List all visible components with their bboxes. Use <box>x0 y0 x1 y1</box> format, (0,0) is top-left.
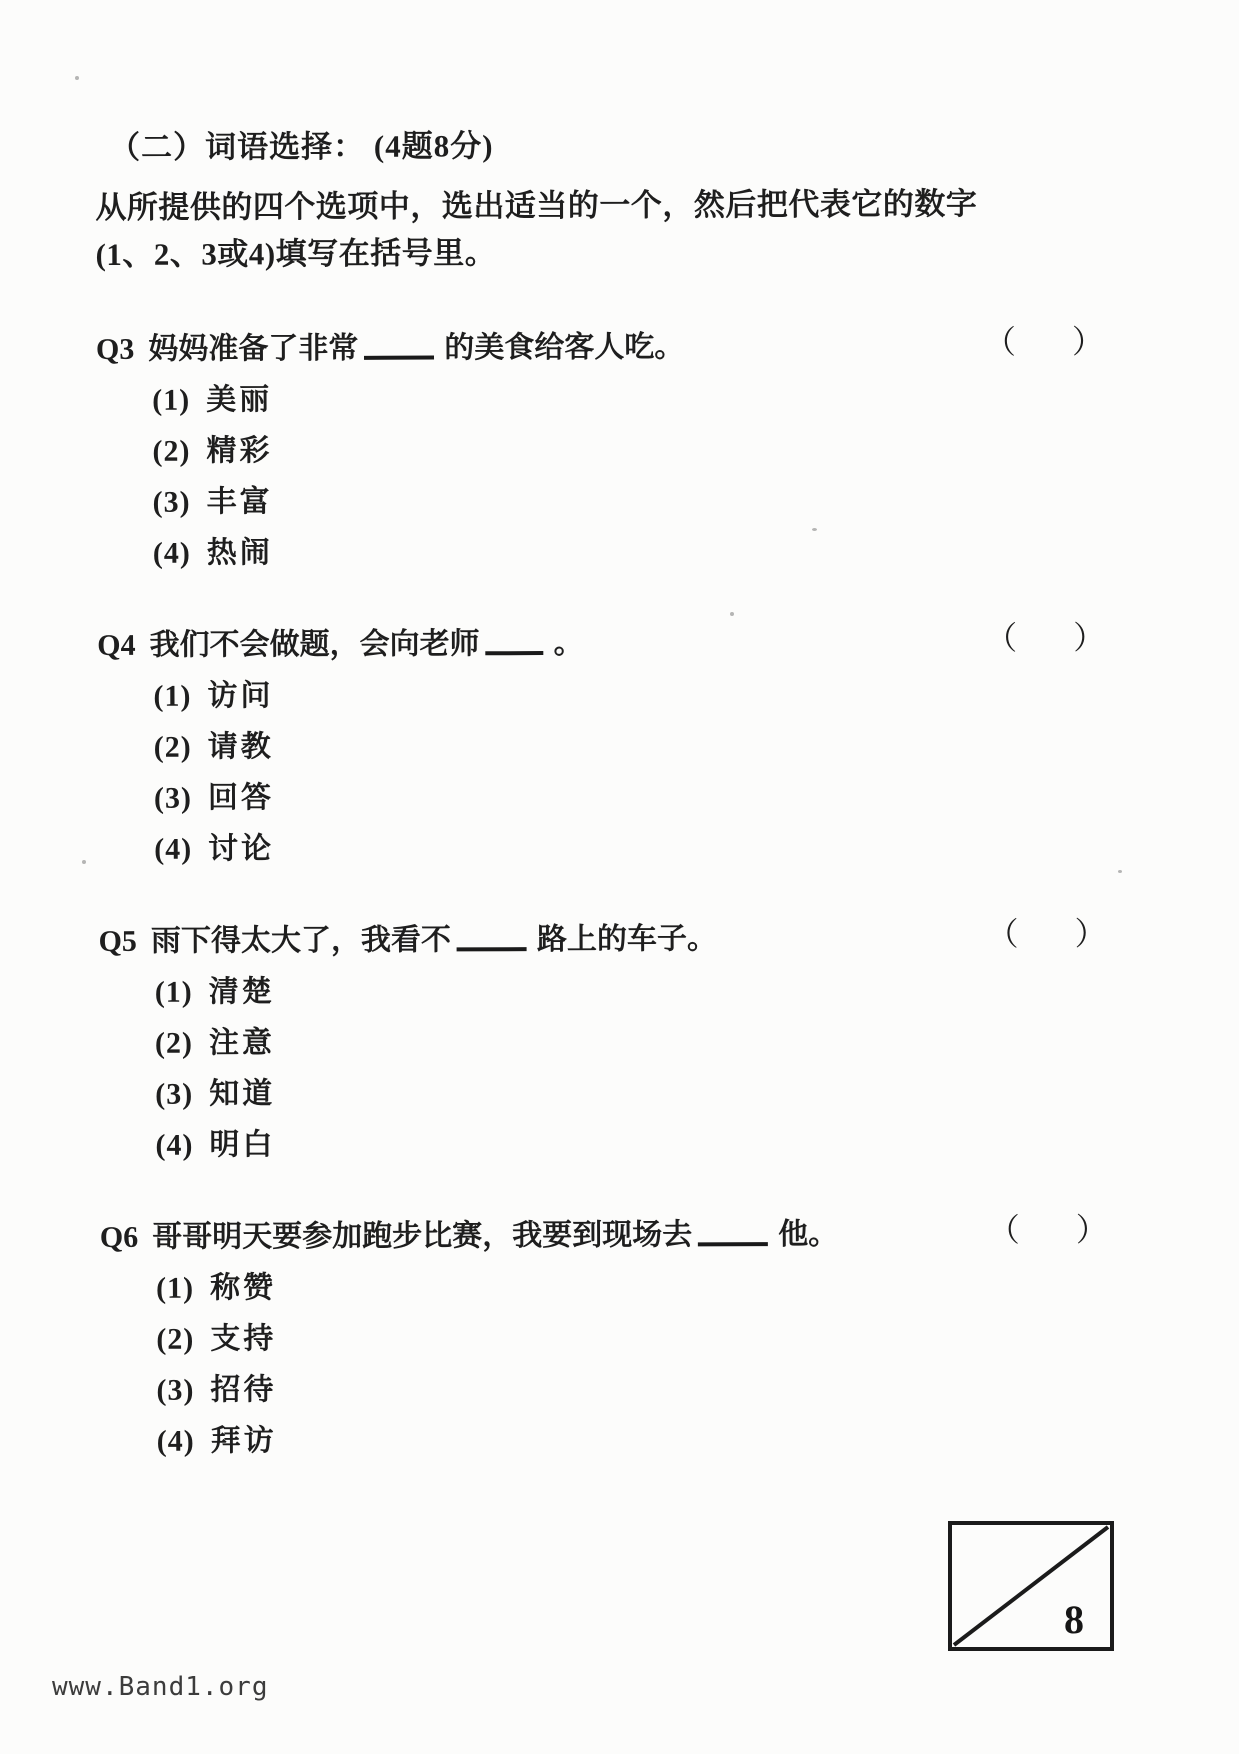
option-row <box>100 1366 1140 1411</box>
option-number: (1) <box>153 679 192 713</box>
question-number: Q6 <box>99 1220 139 1254</box>
section-instructions <box>95 179 1135 278</box>
stem-after-blank: 他。 <box>778 1217 839 1252</box>
bracket-close: ） <box>1074 915 1107 952</box>
option-text: 精彩 <box>206 434 273 468</box>
option-number: (3) <box>155 1077 194 1111</box>
question-stem <box>100 1213 1140 1258</box>
option-text: 招待 <box>210 1373 277 1407</box>
question-stem <box>97 621 1137 666</box>
scan-artifact-dot <box>730 612 734 616</box>
stem-after-blank: 路上的车子。 <box>536 922 717 957</box>
option-row <box>101 1417 1141 1462</box>
option-number: (4) <box>152 536 191 570</box>
scan-artifact-dot <box>1118 870 1122 873</box>
exam-section <box>95 121 1141 1462</box>
option-row <box>99 1019 1139 1064</box>
option-row <box>97 672 1137 717</box>
option-row <box>96 376 1136 421</box>
instructions-line-2: (1、2、3或4)填写在括号里。 <box>95 235 497 272</box>
bracket-open: （ <box>985 619 1018 657</box>
option-row <box>97 478 1137 523</box>
scan-artifact-dot <box>75 76 79 80</box>
option-number: (4) <box>156 1424 195 1458</box>
option-text: 明白 <box>209 1128 276 1162</box>
bracket-open: （ <box>983 323 1017 361</box>
answer-bracket <box>986 914 1106 955</box>
option-row <box>100 1264 1140 1309</box>
option-text: 讨论 <box>208 832 275 866</box>
stem-before-blank: 哥哥明天要参加跑步比赛，我要到现场去 <box>152 1218 693 1254</box>
option-row <box>99 1121 1139 1166</box>
answer-blank <box>457 947 527 951</box>
option-number: (3) <box>152 485 191 519</box>
question-q5 <box>98 917 1139 1166</box>
option-number: (2) <box>156 1322 195 1356</box>
answer-bracket <box>985 618 1105 659</box>
answer-bracket <box>988 1210 1108 1251</box>
option-number: (2) <box>154 1026 194 1060</box>
option-number: (1) <box>155 1271 195 1305</box>
option-text: 支持 <box>210 1322 277 1356</box>
option-number: (3) <box>156 1373 195 1407</box>
option-row <box>97 529 1137 574</box>
option-text: 美丽 <box>206 383 273 417</box>
question-q4 <box>97 621 1138 870</box>
stem-before-blank: 妈妈准备了非常 <box>148 331 359 366</box>
option-number: (3) <box>153 781 192 815</box>
option-text: 称赞 <box>209 1271 277 1305</box>
watermark-url: www.Band1.org <box>52 1672 269 1702</box>
option-row <box>98 723 1138 768</box>
bracket-open: （ <box>986 915 1019 953</box>
bracket-close: ） <box>1071 323 1105 360</box>
option-number: (1) <box>154 975 193 1009</box>
option-row <box>100 1315 1140 1360</box>
option-text: 回答 <box>207 781 274 815</box>
stem-before-blank: 我们不会做题，会向老师 <box>149 627 480 662</box>
option-text: 清楚 <box>208 975 275 1009</box>
bracket-close: ） <box>1075 1211 1108 1248</box>
answer-blank <box>698 1242 768 1246</box>
scan-artifact-dot <box>812 528 817 531</box>
option-row <box>98 774 1138 819</box>
option-text: 热闹 <box>206 536 273 570</box>
question-q6 <box>100 1213 1141 1462</box>
answer-bracket <box>984 322 1104 363</box>
option-text: 请教 <box>207 730 274 764</box>
instructions-line-1: 从所提供的四个选项中，选出适当的一个，然后把代表它的数字 <box>95 186 978 225</box>
stem-after-blank: 的美食给客人吃。 <box>444 330 685 365</box>
answer-blank <box>364 356 434 360</box>
bracket-open: （ <box>987 1211 1020 1249</box>
option-number: (4) <box>154 832 193 866</box>
score-box-diagonal <box>952 1525 1110 1647</box>
stem-before-blank: 雨下得太大了，我看不 <box>150 923 451 958</box>
option-number: (2) <box>152 434 191 468</box>
option-row <box>99 968 1139 1013</box>
scan-artifact-dot <box>82 860 86 864</box>
option-row <box>98 825 1138 870</box>
score-value: 8 <box>1064 1597 1084 1642</box>
answer-blank <box>486 651 544 655</box>
option-text: 丰富 <box>206 485 273 519</box>
option-number: (4) <box>155 1128 194 1162</box>
option-number: (1) <box>152 383 191 417</box>
bracket-close: ） <box>1073 619 1106 656</box>
option-row <box>99 1070 1139 1115</box>
stem-after-blank: 。 <box>553 626 584 661</box>
option-text: 注意 <box>208 1026 276 1060</box>
question-number: Q5 <box>98 924 137 958</box>
question-stem <box>96 325 1136 370</box>
question-number: Q3 <box>95 332 135 366</box>
option-row <box>96 427 1136 472</box>
question-number: Q4 <box>97 628 136 662</box>
question-q3 <box>96 325 1137 574</box>
option-number: (2) <box>153 730 192 764</box>
option-text: 访问 <box>207 679 274 713</box>
question-stem <box>98 917 1138 962</box>
score-box <box>948 1521 1114 1651</box>
option-text: 拜访 <box>210 1424 277 1458</box>
option-text: 知道 <box>209 1077 276 1111</box>
section-header: （二）词语选择： (4题8分) <box>109 128 494 165</box>
